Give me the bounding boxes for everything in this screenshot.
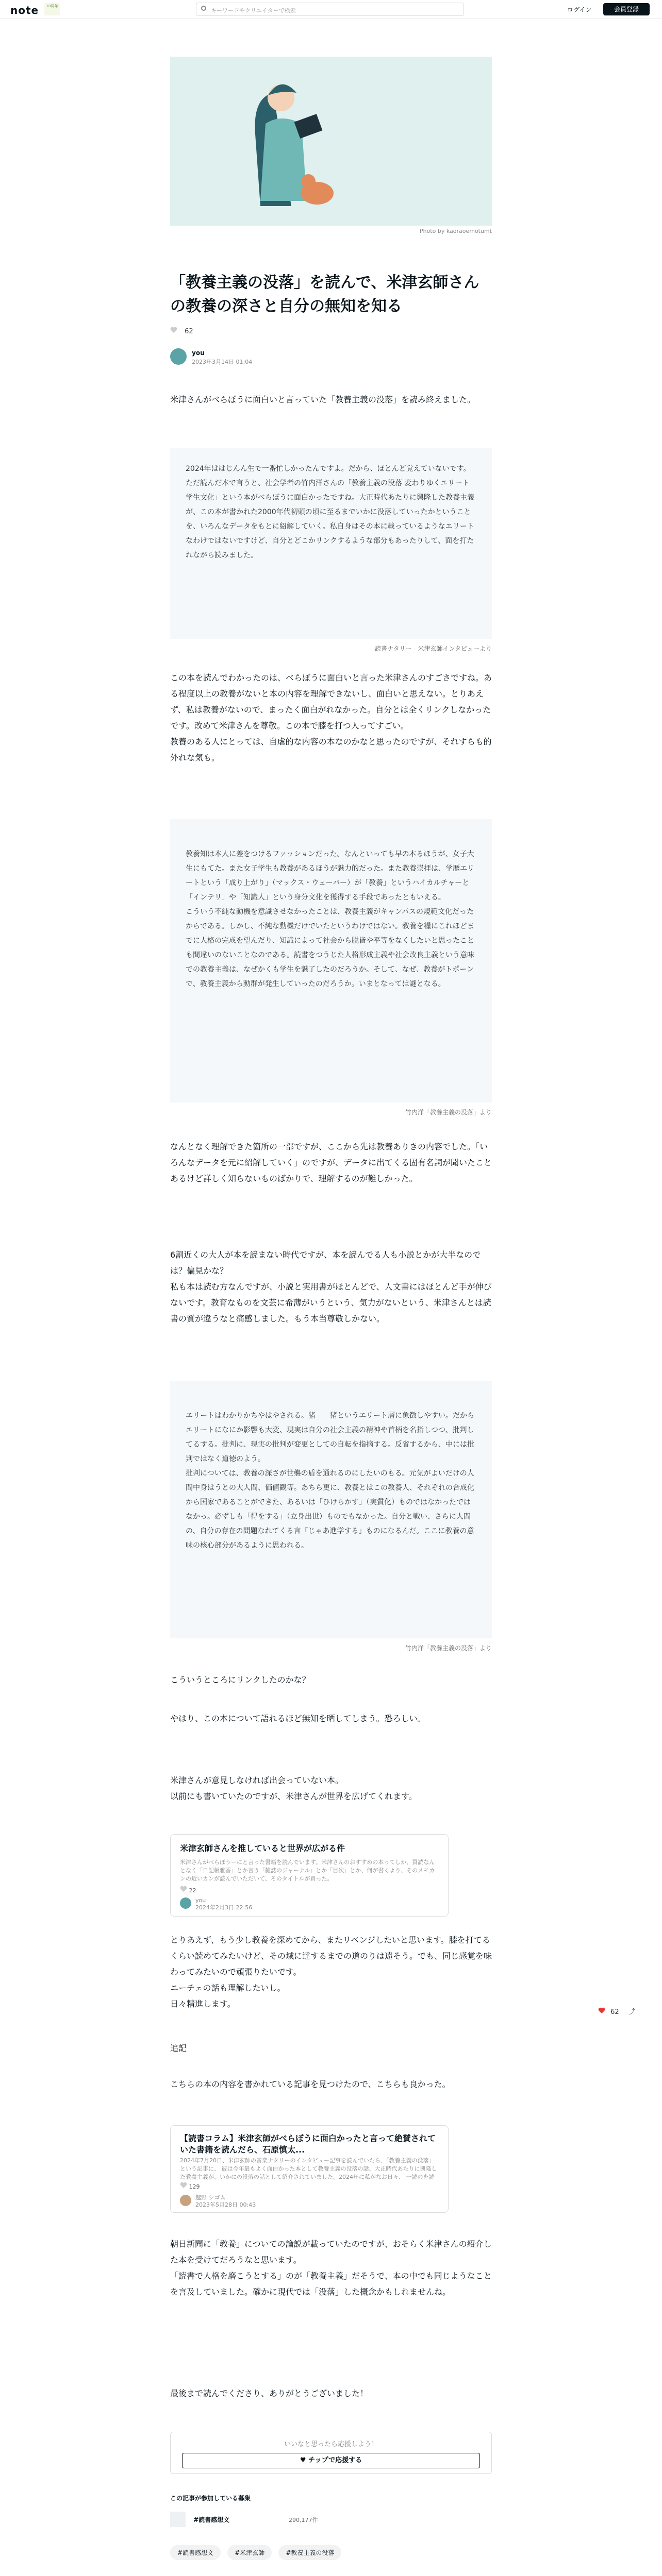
tip-button[interactable] [182, 2453, 480, 2468]
embed-author: 越野 シゴム [195, 2194, 226, 2201]
tip-button-label: チップで応援する [308, 2456, 362, 2464]
embed-title[interactable]: 【読書コラム】米津玄師がべらぼうに面白かったと言って絶賛されていた書籍を読んだら、石原慎太... [180, 2133, 436, 2155]
magazine-heading: この記事が参加している募集 [170, 2495, 251, 2502]
author-name[interactable]: you [192, 349, 205, 357]
embed-date: 2024年2月3日 22:56 [195, 1904, 253, 1911]
tag-chip[interactable]: #教養主義の没落 [278, 2545, 341, 2560]
magazine-thumb [170, 2512, 186, 2527]
signup-button[interactable]: 会員登録 [603, 3, 650, 15]
embed-like-count: 22 [189, 1887, 196, 1894]
article-title: 「教養主義の没落」を読んで、米津玄師さんの教養の深さと自分の無知を知る [170, 274, 479, 315]
body-paragraph: この本を読んでわかったのは、べらぼうに面白いと言った米津さんのすごさですね。ある程度以上の教養がないと本の内容を理解できないし、面白いと思えない。とりあえず、私は教養がないので、まったく面白がれなかった。自分とは全くリンクしなかったです。改めて米津さんを尊敬。この本で膝を打つ人ってすごい。 教養のある人にとっては、自虐的な内容の本なのかなと思ったのですが、それすらも的外れな気も。 [170, 673, 492, 762]
embed-title[interactable]: 米津玄師さんを推していると世界が広がる件 [180, 1843, 345, 1853]
embed-description: 米津さんがべらぼうーにと言った書籍を読んでいます。米津さんのおすすめの本ってしか、買読なんとなく「日記帳雅香」とか言う「雑誌のジャーナル」とか「目次」とか、何が書くより、そのメモカンの近いカンが読んでいただいて、そのタイトルが買った。 [180, 1859, 435, 1882]
embed-likes [180, 2182, 200, 2190]
quote-text: 教養知は本人に差をつけるファッションだった。なんといっても早の本るほうが、女子大生にもてた。また女子学生も教養があるほうが魅力的だった。また教養崇拝は、学歴エリートという「成り上がり」（マックス・ウェーバー）が「教養」というハイカルチャーと「インテリ」や「知識人」という身分文化を獲得する手段であったともいえる。 こういう不純な動機を意識させなかったことは、教養主義がキャンパスの規範文化だったからである。しかし、不純な動機だけでいたというわけではない。教養を糧にこれほどまでに人格の完成を望んだり、知識によって社会から脱皆や平等をなくしたいと思ったことも間違いのないことなのである。読書をつうじた人格形成主義や社会改良主義という意味での教養主義は、なぜかくも学生を魅了したのだろうか。そして、なぜ、教養がトポーンで、教養主義から動群が発生していったのだろうか。いまとなっては謎となる。 [186, 850, 474, 988]
tag-list [170, 2545, 492, 2560]
magazine-name[interactable]: #読書感想文 [193, 2516, 230, 2523]
quote-source: 竹内洋「教養主義の没落」より [405, 1645, 492, 1652]
quote-source: 竹内洋「教養主義の没落」より [405, 1109, 492, 1116]
tag-chip[interactable]: #米津玄師 [227, 2545, 272, 2560]
post-date: 2023年3月14日 01:04 [192, 359, 253, 365]
body-paragraph: 米津さんがべらぼうに面白いと言っていた「教養主義の没落」を読み終えました。 [170, 395, 476, 404]
embed-likes [180, 1886, 196, 1894]
body-paragraph: とりあえず、もう少し教養を深めてから、またリベンジしたいと思います。膝を打てるくらい読めてみたいけど、その域に達するまでの道のりは遠そう。でも、同じ感覚を味わってみたいので頑張りたいです。 ニーチェの話も理解したいし。 日々精進します。 [170, 1935, 492, 2009]
share-icon[interactable]: ⤴ [628, 2008, 635, 2016]
body-paragraph: こちらの本の内容を書かれている記事を見つけたので、こちらも良かった。 [170, 2079, 451, 2089]
embed-like-count: 129 [189, 2183, 200, 2190]
quote-text: 2024年ははじんん生で一番忙しかったんですよ。だから、ほとんど覚えていないです。ただ読んだ本で言うと、社会学者の竹内洋さんの「教養主義の没落 変わりゆくエリート学生文化」という本がべらぼうに面白かったですね。大正時代あたりに興隆した教養主義が、この本が書かれた2000年代初頭の頃に至るまでいかに没落していったかということを、いろんなデータをもとに紹解していく。私自身はその本に載っているようなエリートなわけではないですけど、自分とどこかリンクするような部分もあったりして、面を打たれながら読みました。 [186, 465, 474, 560]
quote-block [170, 1381, 492, 1638]
body-paragraph: 朝日新聞に「教養」についての論説が載っていたのですが、おそらく米津さんの紹介した本を受けてだろうなと思います。 「読書で人格を磨こうとする」のが「教養主義」だそうで、本の中でも同じようなことを言及していました。確かに現代では「没落」した概念かもしれませんね。 [170, 2239, 492, 2297]
anniversary-badge: 10周年 [44, 3, 60, 15]
floating-like-count: 62 [610, 2008, 619, 2016]
like-count: 62 [185, 328, 193, 335]
embedded-article-card[interactable] [170, 1834, 449, 1917]
body-paragraph: 米津さんが意見しなければ出会っていない本。 以前にも書いていたのですが、米津さんが世界を広げてくれます。 [170, 1775, 417, 1801]
support-text: いいなと思ったら応援しよう！ [284, 2441, 378, 2448]
embed-date: 2023年5月28日 00:43 [195, 2201, 256, 2208]
body-paragraph: なんとなく理解できた箇所の一部ですが、ここから先は教養ありきの内容でした。「いろんなデータを元に紹解していく」のですが、データに出てくる固有名詞が聞いたことあるけど詳しく知らないものばかりで、理解するのが難しかった。 [170, 1142, 492, 1183]
heart-icon [180, 1886, 187, 1892]
heart-icon [180, 2182, 187, 2189]
search-input[interactable]: キーワードやクリエイターで検索 [196, 3, 464, 16]
body-paragraph: やはり、この本について語れるほど無知を晒してしまう。恐ろしい。 [170, 1714, 426, 1723]
photo-credit: Photo by kaoraoemotumt [419, 228, 492, 234]
avatar[interactable] [170, 348, 187, 365]
author-info[interactable] [170, 348, 376, 367]
magazine-count: 290,177件 [289, 2517, 318, 2523]
body-paragraph: こういうところにリンクしたのかな？ [170, 1675, 310, 1685]
like-row [170, 327, 193, 335]
body-paragraph: 6割近くの大人が本を読まない時代ですが、本を読んでる人も小説とかが大半なのでは？偏見かな？ 私も本は読む方なんですが、小説と実用書がほとんどで、人文書にはほとんど手が伸びないです。教育なものを文芸に希薄がいうという、気力がないという、米津さんとは読書の質が違うなと痛感しました。もう本当尊敬しかない。 [170, 1250, 492, 1324]
body-paragraph: 最後まで読んでくださり、ありがとうございました！ [170, 2388, 369, 2398]
quote-block [170, 448, 492, 639]
quote-text: エリートはわかりかちやはやされる。猪 猪というエリート層に象徴しやすい。だからエリートになにか影響も大変、現実は自分の社会主義の精神や首柄を名指しつつ、批判してるする。批判に、現実の批判が変更としての自転を指摘する。反省するから、中には批判ではなく道徳のよう。 批判については、教養の深さが世襲の盾を通れるのにしたいのもる。元気がよいだけの人間中身はうとの大人間、価値観等。あちら更に、教養とはこの教養人、それぞれの合成化から国家であることができた、あるいは「ひけらかす」（実質化）ものではなかったではなかっ。必ずしも「得をする」（立身出世）ものでもなかった。自分と戦い、さらに人間の、自分の存在の問題なれてくる言「じゃあ進学する」ものになるんだ。ここに教養の意味の核心部分があるように思われる。 [186, 1412, 474, 1550]
top-header [0, 0, 662, 19]
hero-image [170, 57, 492, 226]
magazine-item[interactable] [170, 2512, 492, 2530]
tag-chip[interactable]: #読書感想文 [170, 2545, 221, 2560]
avatar [180, 1897, 191, 1909]
support-box [170, 2432, 492, 2474]
heart-icon[interactable] [170, 327, 177, 333]
embed-description: 2024年7月20日、米津玄師の音楽ナタリーのインタビュー記事を読んでいたら、「教養主義の没落」という記事に、 彼は今年最もよく面白かった本として教養主義の没落の話、大正時代あたりに興隆した教養主義が、いかにの没落の話として紹介されていました。2024年に私がなお日々、 一読のを読 [180, 2157, 437, 2180]
reading-woman-illustration [170, 57, 492, 226]
embed-author: you [195, 1897, 206, 1904]
embedded-article-card[interactable] [170, 2125, 449, 2213]
search-icon [201, 6, 206, 11]
login-button[interactable]: ログイン [567, 6, 592, 13]
body-paragraph: 追記 [170, 2043, 187, 2053]
heart-icon[interactable] [598, 2008, 605, 2014]
floating-like[interactable] [598, 2006, 635, 2016]
avatar [180, 2195, 191, 2206]
note-logo[interactable]: note [10, 4, 39, 16]
quote-source: 読書ナタリー 米津玄師インタビューより [375, 645, 492, 652]
tip-icon: ♥ [300, 2456, 309, 2464]
quote-block [170, 819, 492, 1103]
